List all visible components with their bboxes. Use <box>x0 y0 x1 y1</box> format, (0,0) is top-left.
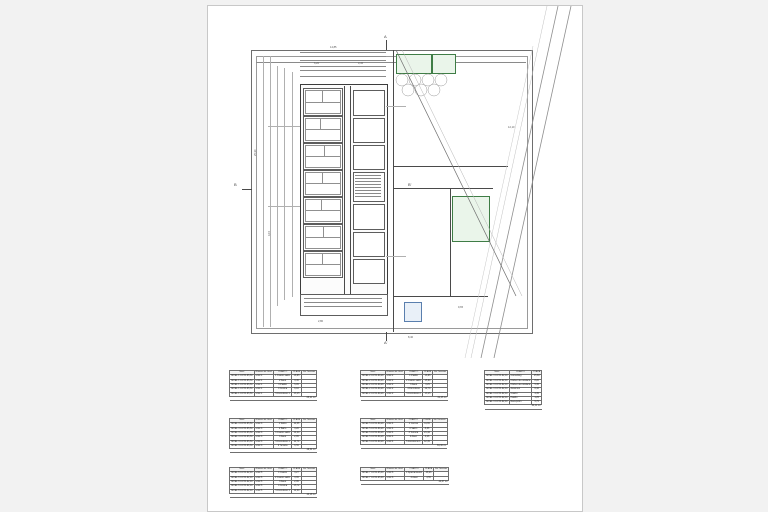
table-cell: NIVEL 6 COTA 92,10 <box>231 480 253 483</box>
col-nivel: Nivel <box>230 468 255 472</box>
col-plaza: PLAZA <box>424 371 432 373</box>
table-cell: NIVEL 5 COTA 89,20 <box>362 440 384 443</box>
table-cell: 1 Cuarto salón <box>275 375 291 378</box>
property-line <box>388 50 533 332</box>
table-total-value: 48,34 m² <box>230 449 317 453</box>
col-numero: Número de Unid. <box>255 468 273 470</box>
col-sin-terrazas: Sin Terrazas <box>303 419 316 421</box>
table-cell: NIVEL 3 COTA 92,10 <box>486 375 508 378</box>
table-cell: 2,85 <box>292 436 302 440</box>
table-body <box>230 375 317 401</box>
right-unit-5 <box>353 232 385 257</box>
dimension-line <box>292 72 293 297</box>
col-nivel: Nivel <box>230 371 255 375</box>
table-total-row <box>230 493 317 497</box>
table-body <box>361 423 448 449</box>
table-cell: Unid 5 <box>254 476 274 480</box>
dimension-label: 3,45 <box>358 62 364 65</box>
table-cell: Unid 4 <box>385 423 405 427</box>
table-cell: Unid 3 <box>254 431 274 435</box>
section-line <box>242 189 252 190</box>
table-total-value: 61,45 m² <box>361 396 448 400</box>
table-cell: 2 Aseo <box>405 476 424 480</box>
col-sin-terrazas: Sin Terrazas <box>435 468 448 470</box>
table-cell: NIVEL 5 COTA 89,20 <box>362 436 384 439</box>
right-unit-2 <box>353 118 385 143</box>
table-cell: NIVEL 4 COTA 85,50 <box>231 436 253 439</box>
table-cell: NIVEL 4 COTA 85,50 <box>231 431 253 434</box>
table-cell: 12,70 <box>423 388 433 392</box>
col-plaza: PLAZA <box>425 468 433 470</box>
table-cell: Unid 1 <box>254 388 274 392</box>
dimension-label: 4,15 <box>268 230 271 236</box>
col-sin-terrazas: Sin Terrazas <box>303 468 316 470</box>
section-mark-b: B <box>234 182 237 187</box>
table-body <box>230 472 317 498</box>
table-cell: Unid 5 <box>254 485 274 489</box>
table-cell: 1 Salón <box>274 423 292 427</box>
dimension-line <box>300 52 386 53</box>
table-cell: 3 Cuarto salón <box>275 431 291 434</box>
section-line <box>386 332 387 341</box>
table-body <box>230 423 317 453</box>
table-cell: Unid 4 <box>385 427 405 431</box>
table-cell: 3 Aseo <box>405 383 423 387</box>
table-body <box>361 472 449 485</box>
col-nivel: Nivel <box>361 371 386 375</box>
stair-tread <box>355 196 381 197</box>
stair-tread <box>355 193 381 194</box>
table-cell: Pasillo <box>509 396 532 400</box>
ramp-line <box>304 298 382 299</box>
table-cell: Unid 4 <box>385 440 405 444</box>
table-cell: NIVEL 7 COTA 95,40 <box>362 476 384 479</box>
table-cell: 3,65 <box>292 476 302 480</box>
table-block-7 <box>360 467 449 485</box>
table-cell: NIVEL 1 COTA 85,50 <box>231 388 253 391</box>
stair-tread <box>355 187 381 188</box>
table-cell: 4 Aseo <box>274 436 292 440</box>
dimension-label: 6,20 <box>314 62 320 65</box>
table-cell: 1 Cocina <box>405 423 422 427</box>
table-cell: NIVEL 5 COTA 89,20 <box>362 423 384 426</box>
table-cell: 5 Dormitorio 2 <box>406 392 421 395</box>
table-cell: 2 Cuarto salón <box>275 476 291 479</box>
table-cell: 8,85 <box>422 427 432 431</box>
dimension-label: 8,40 <box>408 336 414 339</box>
table-cell: 3,55 <box>424 476 434 480</box>
table-block-5 <box>360 418 448 449</box>
table-cell: 3,20 <box>292 427 302 431</box>
table-cell: Unid 3 <box>254 436 274 440</box>
dimension-label: 12,10 <box>508 126 515 129</box>
table-cell: NIVEL 1 COTA 85,50 <box>231 383 253 386</box>
table-cell: NIVEL 6 COTA 92,10 <box>231 476 253 479</box>
table-cell: NIVEL 1 COTA 85,50 <box>231 379 253 382</box>
table-cell: 13,15 <box>292 392 302 396</box>
table-cell: 3,27 <box>292 472 302 476</box>
dimension-label: 14,85 <box>330 46 337 49</box>
table-cell: 4 Cocina <box>274 388 292 392</box>
right-unit-3 <box>353 145 385 170</box>
table-cell: 3,45 <box>292 379 302 383</box>
table-total-value: 43,18 m² <box>230 493 317 497</box>
table-cell: Núcleo de escalera <box>510 383 531 386</box>
table-cell: 5,05 <box>292 383 302 387</box>
table-cell: Unid 3 <box>254 444 274 448</box>
table-cell: 11,70 <box>292 440 302 444</box>
corridor-wall <box>344 86 345 296</box>
table-cell: NIVEL 4 COTA 85,50 <box>231 440 253 443</box>
room <box>305 237 341 249</box>
table-cell: 1,25 <box>532 396 542 400</box>
table-cell: 14,40 <box>292 431 302 435</box>
table-cell: Unid 3 <box>254 423 274 427</box>
stair-tread <box>355 175 381 176</box>
section-line <box>386 40 387 50</box>
col-nivel: Nivel <box>230 419 255 423</box>
table-total-row <box>485 405 542 409</box>
table-cell: 4 Dormitorio <box>405 388 423 392</box>
table-cell: Unid 4 <box>385 431 405 435</box>
table-cell: Núcleo de escalera <box>510 379 531 382</box>
table-cell: 6,55 <box>292 444 302 448</box>
dimension-label: 2,80 <box>318 320 324 323</box>
table-cell: NIVEL 7 COTA 95,40 <box>362 472 384 475</box>
table-cell: 5,45 <box>532 383 542 387</box>
col-plaza: PLAZA <box>423 419 431 421</box>
stair-tread <box>355 181 381 182</box>
col-nivel: Nivel <box>485 371 510 375</box>
table-cell: Unid 1 <box>254 375 274 379</box>
table-cell: NIVEL 2 COTA 89,20 <box>362 383 384 386</box>
table-cell: 11,65 <box>422 423 432 427</box>
ramp-line <box>304 302 382 303</box>
table-cell: NIVEL 4 COTA 85,50 <box>231 427 253 430</box>
table-cell: Unid 5 <box>254 472 274 476</box>
col-plaza: PLAZA <box>293 468 301 470</box>
table-cell: NIVEL 3 COTA 92,10 <box>486 396 508 399</box>
col-cuarto: CUARTO <box>509 371 532 375</box>
stair-tread <box>355 184 381 185</box>
table-cell: Unid 2 <box>385 392 405 396</box>
table-cell: NIVEL 4 COTA 85,50 <box>231 444 253 447</box>
table-cell: NIVEL 2 COTA 89,20 <box>362 392 384 395</box>
stair-tread <box>355 190 381 191</box>
col-cuarto: CUARTO <box>274 371 292 375</box>
table-cell: 16,85 <box>423 375 433 379</box>
table-cell: NIVEL 2 COTA 89,20 <box>362 375 384 378</box>
room <box>305 102 341 114</box>
table-cell: NIVEL 5 COTA 89,20 <box>362 431 384 434</box>
dimension-line <box>284 68 285 300</box>
table-cell: 18,85 <box>292 375 302 379</box>
table-cell: 2 Baño <box>274 427 292 431</box>
col-sin-terrazas: Sin Terrazas <box>433 419 446 421</box>
table-total-row <box>361 480 449 484</box>
table-cell: Unid 1 <box>254 383 274 387</box>
table-cell: 2,95 <box>292 480 302 484</box>
table-cell: 3 Terraza <box>405 431 422 435</box>
table-block-3 <box>484 370 542 410</box>
table-cell: 3,25 <box>423 383 433 387</box>
table-block-2 <box>360 370 448 401</box>
table-cell: 3 Pasillo <box>274 383 292 387</box>
table-block-4 <box>229 418 317 453</box>
table-cell: 5 Dormitorio 1 <box>275 392 290 395</box>
table-cell: Ascensor <box>509 388 532 392</box>
table-total-row <box>361 396 448 400</box>
dimension-line <box>300 76 386 77</box>
table-cell: Recepción <box>509 401 532 405</box>
table-cell: NIVEL 3 COTA 92,10 <box>486 388 508 391</box>
table-cell: 5,75 <box>532 401 542 405</box>
table-cell: 6,10 <box>532 388 542 392</box>
table-cell: 2 Cuarto salón <box>406 379 422 382</box>
table-cell: NIVEL 3 COTA 92,10 <box>486 392 508 395</box>
table-cell: NIVEL 3 COTA 92,10 <box>486 383 508 386</box>
section-mark-a-prime: A' <box>384 340 388 345</box>
col-plaza: PLAZA <box>533 371 541 373</box>
col-nivel: Nivel <box>361 419 386 423</box>
table-cell: 13,15 <box>423 392 433 396</box>
table-cell: Unid 4 <box>385 436 405 440</box>
dimension-label: 9,65 <box>458 306 464 309</box>
table-cell: NIVEL 3 COTA 92,10 <box>486 401 508 404</box>
table-cell: NIVEL 2 COTA 89,20 <box>362 379 384 382</box>
table-cell: Unid 5 <box>254 480 274 484</box>
dimension-line <box>300 56 386 57</box>
table-cell: 1 Aparcamiento <box>406 472 423 475</box>
table-cell: 15,60 <box>532 375 542 379</box>
table-cell: 2 Salón <box>405 427 422 431</box>
table-cell: Unid 2 <box>385 375 405 379</box>
table-cell: 4 Cocina <box>274 485 292 489</box>
table-cell: NIVEL 1 COTA 85,50 <box>231 375 253 378</box>
table-cell: 5 Dormitorio 1 <box>275 489 290 492</box>
table-cell: NIVEL 6 COTA 92,10 <box>231 472 253 475</box>
table-total-value: 64,11 m² <box>485 405 542 409</box>
right-unit-1 <box>353 90 385 116</box>
table-cell: 6 Terraza <box>274 444 292 448</box>
col-cuarto: CUARTO <box>405 371 423 375</box>
table-cell: 12,30 <box>292 489 302 493</box>
table-cell: NIVEL 5 COTA 89,20 <box>362 427 384 430</box>
dimension-line <box>300 66 386 67</box>
table-cell: Unid 1 <box>254 379 274 383</box>
table-block-1 <box>229 370 317 401</box>
col-nivel: Nivel <box>361 468 386 472</box>
table-total-value: 44,67 m² <box>361 480 449 484</box>
col-sin-terrazas: Sin Terrazas <box>434 371 447 373</box>
col-cuarto: CUARTO <box>405 468 424 472</box>
dimension-line <box>270 56 271 327</box>
room <box>305 183 341 195</box>
col-numero: Número de Unid. <box>386 468 404 470</box>
dimension-line <box>263 56 264 327</box>
room <box>305 210 341 222</box>
dimension-line <box>300 60 386 61</box>
room <box>305 156 341 168</box>
col-numero: Número de Unid. <box>386 371 404 373</box>
table-cell: 8,20 <box>532 379 542 383</box>
col-plaza: PLAZA <box>293 419 301 421</box>
col-cuarto: CUARTO <box>274 419 292 423</box>
right-unit-6 <box>353 259 385 284</box>
col-sin-terrazas: Sin Terrazas <box>303 371 316 373</box>
table-body <box>485 375 542 410</box>
table-total-row <box>230 449 317 453</box>
right-unit-4 <box>353 204 385 230</box>
table-cell: 15,72 <box>292 485 302 489</box>
table-body <box>361 375 448 401</box>
table-cell: Consulting <box>509 375 532 379</box>
col-cuarto: CUARTO <box>405 419 422 423</box>
table-cell: Cuarto <box>509 392 532 396</box>
col-numero: Número de Unid. <box>255 371 273 373</box>
table-cell: Unid 6 <box>385 472 405 476</box>
dimension-label: 25,30 <box>254 149 257 156</box>
table-cell: NIVEL 6 COTA 92,10 <box>231 489 253 492</box>
table-cell: Unid 2 <box>385 379 405 383</box>
table-cell: 5 Dormitorio 1 <box>275 440 290 443</box>
section-mark-b-prime: B' <box>408 182 412 187</box>
table-cell: Unid 2 <box>385 388 405 392</box>
corridor-wall <box>350 86 351 296</box>
table-cell: Unid 3 <box>254 440 274 444</box>
table-cell: 4,35 <box>532 392 542 396</box>
table-cell: 1 Cuarto <box>274 472 292 476</box>
section-mark-a: A <box>384 34 387 39</box>
room <box>305 129 341 141</box>
table-cell: 3,05 <box>422 436 432 440</box>
table-cell: NIVEL 6 COTA 92,10 <box>231 485 253 488</box>
table-total-value: 56,30 m² <box>361 444 448 448</box>
col-numero: Número de Unid. <box>255 419 273 421</box>
room <box>305 264 341 276</box>
table-cell: Unid 2 <box>385 383 405 387</box>
dimension-line <box>300 70 386 71</box>
table-cell: 11,65 <box>292 423 302 427</box>
ramp-line <box>304 306 382 307</box>
table-cell: 1 Pasillo <box>405 375 423 379</box>
table-cell: 3 Aseo <box>274 480 292 484</box>
table-cell: 6,10 <box>292 388 302 392</box>
col-cuarto: CUARTO <box>274 468 292 472</box>
table-cell: NIVEL 3 COTA 92,10 <box>486 379 508 382</box>
stair-tread <box>355 178 381 179</box>
table-cell: Unid 6 <box>385 476 405 480</box>
table-cell: 5 Dormitorio 1 <box>406 440 421 443</box>
col-numero: Número de Unid. <box>386 419 404 421</box>
table-total-row <box>361 444 448 448</box>
table-cell: Unid 5 <box>254 489 274 493</box>
table-cell: Unid 3 <box>254 427 274 431</box>
table-row <box>485 375 542 379</box>
table-block-6 <box>229 467 317 498</box>
table-cell: 21,42 <box>422 431 432 435</box>
dimension-line <box>277 66 278 306</box>
drawing-sheet <box>207 5 583 512</box>
table-cell: 4 Aseo <box>405 436 422 440</box>
table-cell: NIVEL 4 COTA 85,50 <box>231 423 253 426</box>
table-total-row <box>230 396 317 400</box>
col-plaza: PLAZA <box>293 371 301 373</box>
table-cell: NIVEL 1 COTA 85,50 <box>231 392 253 395</box>
floor-plan-drawing <box>208 6 582 358</box>
table-total-value: 65,21 m² <box>230 396 317 400</box>
table-cell: 15,60 <box>423 379 433 383</box>
table-cell: 12,35 <box>422 440 432 444</box>
table-cell: 48,26 <box>424 472 434 476</box>
table-cell: Unid 1 <box>254 392 274 396</box>
table-cell: 2 Aseo <box>274 379 292 383</box>
table-cell: NIVEL 2 COTA 89,20 <box>362 388 384 391</box>
